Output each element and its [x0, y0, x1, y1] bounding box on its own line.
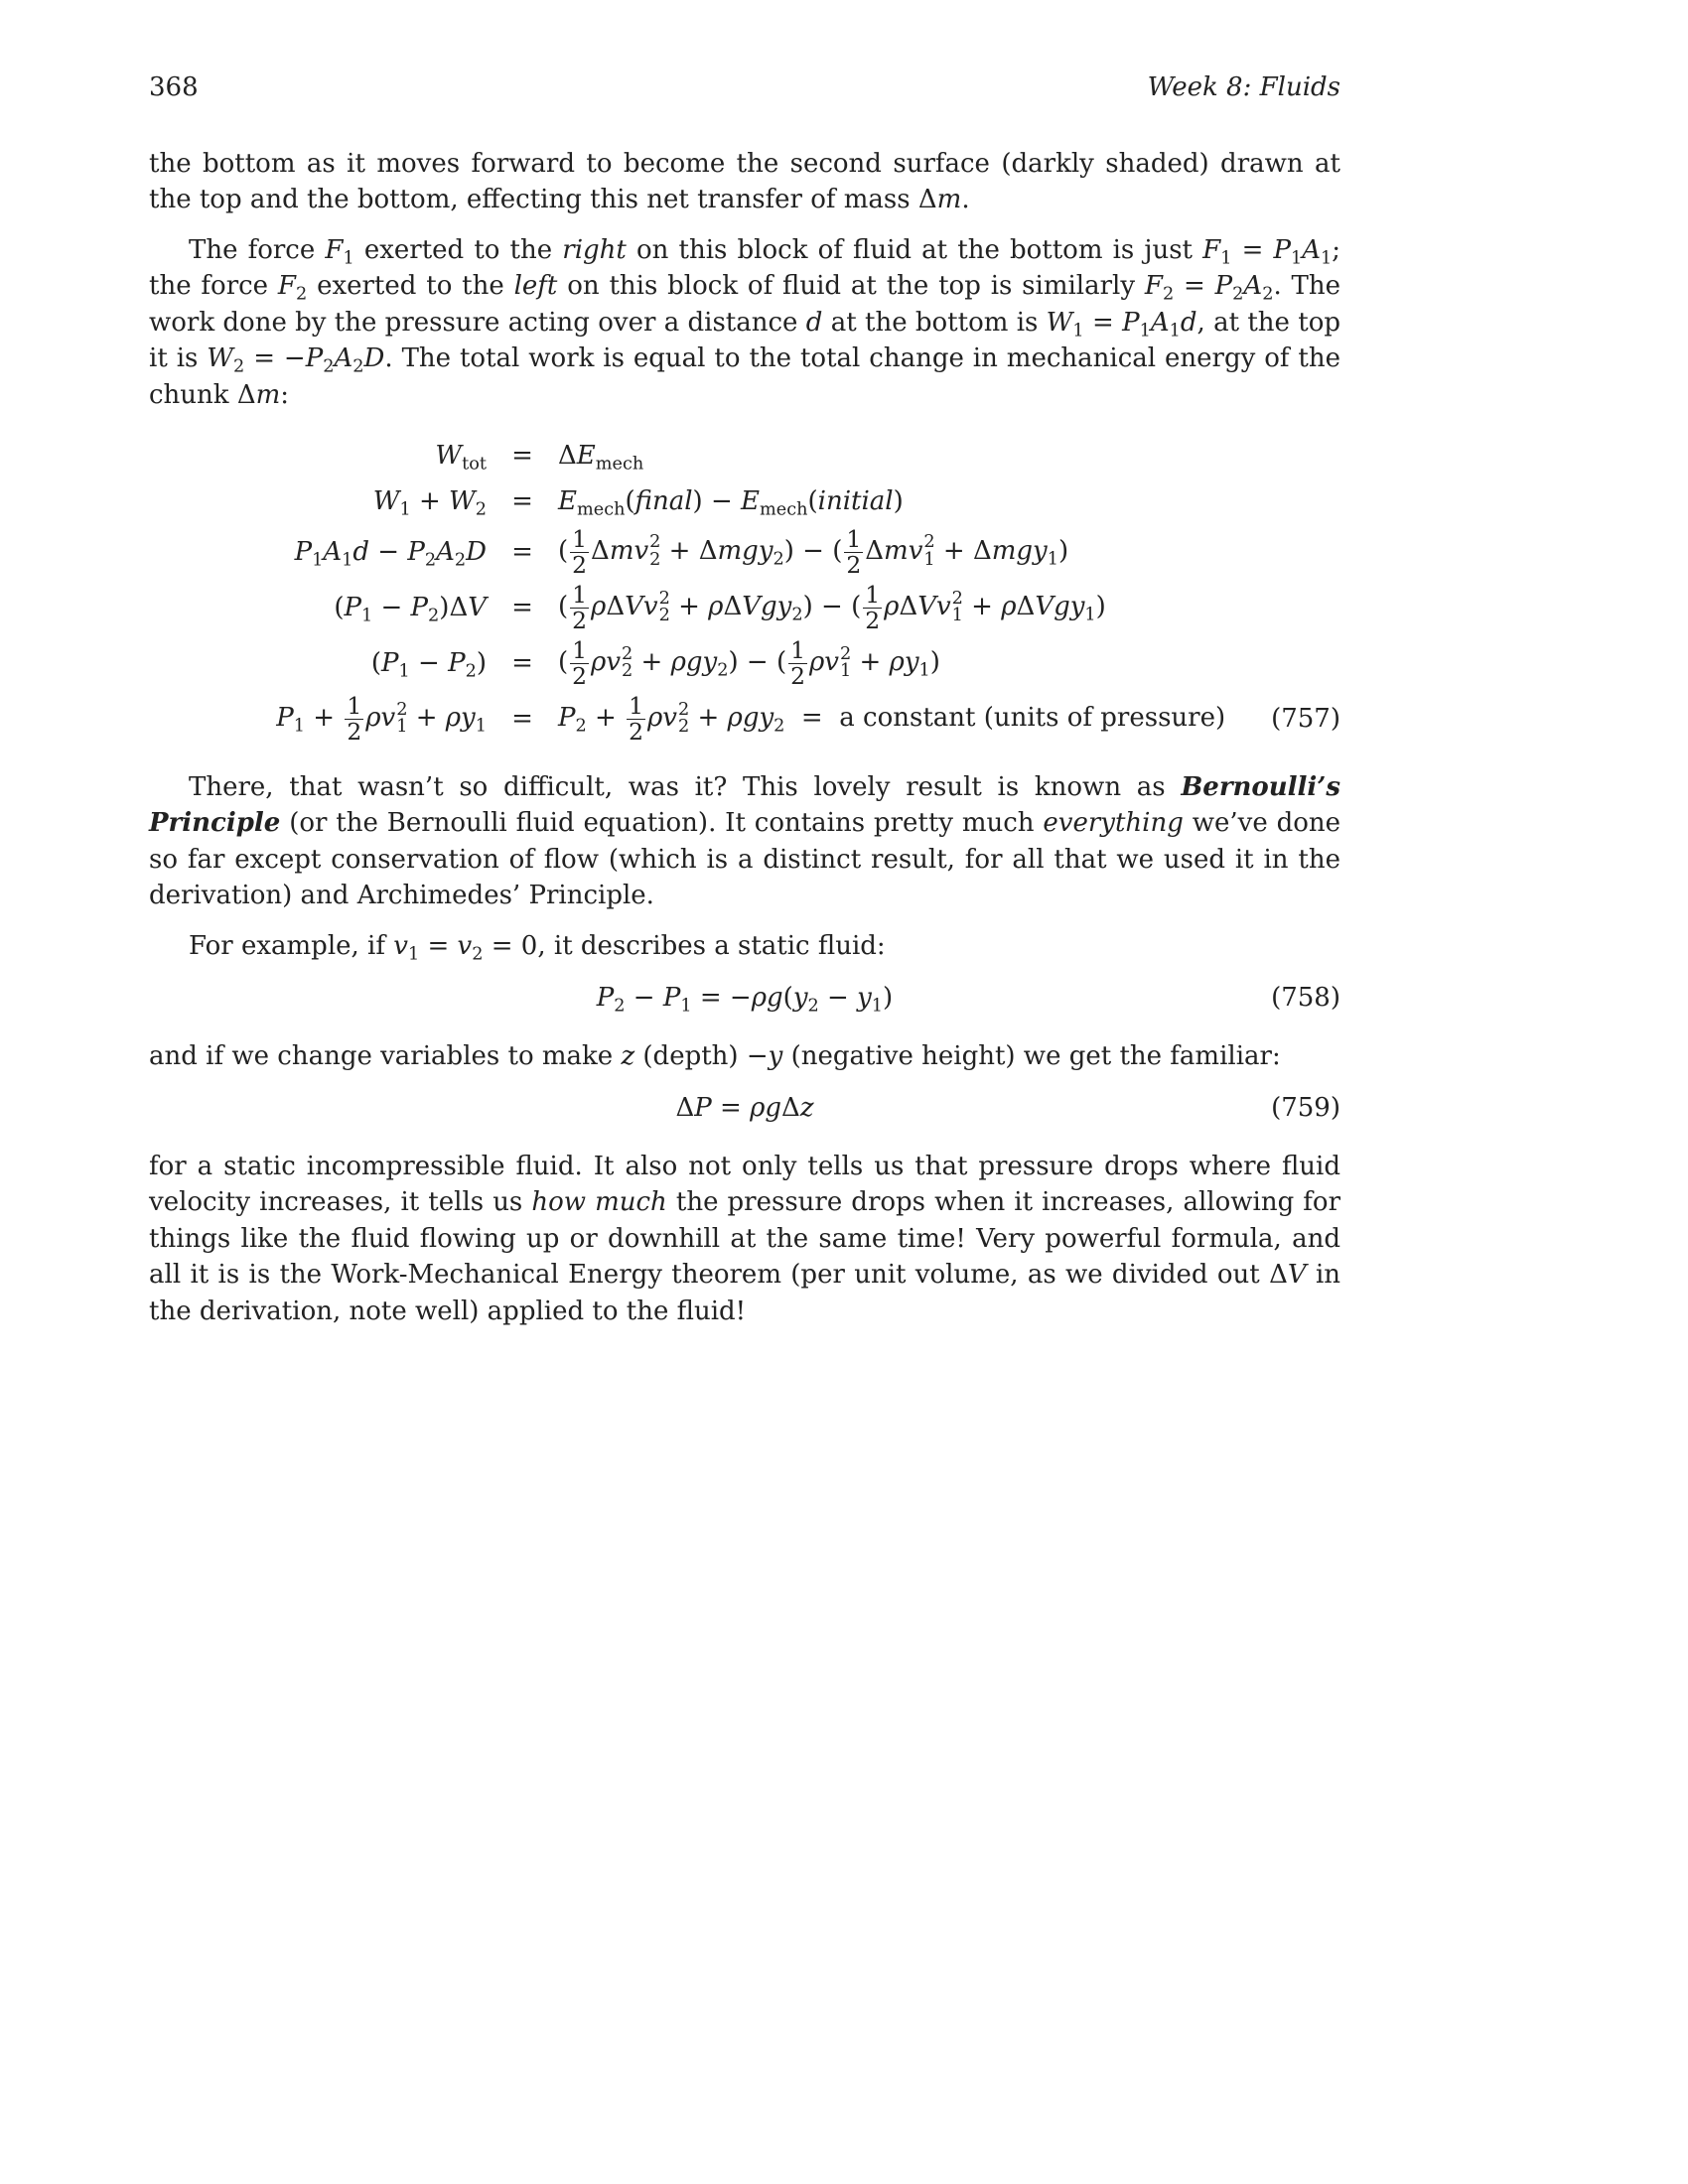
paragraph-3: There, that wasn’t so difficult, was it? This lovely result is known as Bernoulli’s Principle (or the Bernoulli fluid equation). It contains pretty much everything we’ve done so far except conservation of flow (which is a distinct result, for all that we used it in the derivation) and Archimedes’ Principle.: [149, 771, 1340, 910]
page-header: [149, 69, 1340, 106]
eq-row-1: $W_{tot}$ = $\Delta E_{mech}$: [435, 440, 644, 475]
equation-number-759: (759): [1271, 1093, 1340, 1123]
eq-row-5: $(P_1 - P_2)$ = ( $\frac{1}{2}$ ρv 2 2 + ρgy$_2$) − ( $\frac{1}{2}$ ρv 2 1 + $\rho y_1$): [370, 636, 940, 690]
eq-row-6: $P_1$ + $\frac{1}{2}$ ρv 2 1 + $\rho y_1$ = $P_2$ + $\frac{1}{2}$ ρv 2 2 + ρgy$_2$ = a constant (units of pressure) (757): [276, 692, 1340, 746]
equation-758: $P_2 - P_1 = -\rho g(y_2 - y_1)$ (758): [149, 980, 1340, 1017]
page-number: 368: [149, 72, 199, 102]
paragraph-2: The force $F_1$ exerted to the right on this block of fluid at the bottom is just $F_1 = P_1A_1$; the force $F_2$ exerted to the left on this block of fluid at the top is similarly $F_2 = P_2A_2$. The work done by the pressure acting over a distance d at the bottom is $W_1 = P_1A_1d$, at the top it is $W_2 = -P_2A_2D$. The total work is equal to the total change in mechanical energy of the chunk Δm:: [149, 234, 1341, 410]
eq757-constant-text: a constant (units of pressure): [839, 703, 1226, 734]
eq-row-2: $W_1 + W_2$ = $E_{mech}(final)$ − $E_{mech}(initial)$: [372, 485, 904, 520]
equation-number-758: (758): [1271, 983, 1340, 1013]
equation-number-757: (757): [1271, 704, 1340, 735]
equation-759: ΔP = ρgΔz (759): [149, 1090, 1340, 1127]
paragraph-1: the bottom as it moves forward to become the second surface (darkly shaded) drawn at the top and the bottom, effecting this net transfer of mass Δm.: [149, 148, 1340, 214]
section-title: Week 8: Fluids: [1147, 72, 1340, 102]
paragraph-4: For example, if $v_1 = v_2 = 0$, it describes a static fluid:: [189, 930, 886, 964]
paragraph-5: and if we change variables to make z (depth) −y (negative height) we get the familiar:: [149, 1040, 1281, 1071]
equation-array-757: [149, 433, 1340, 748]
eq-row-3: $P_1A_1d - P_2A_2D$ = ( $\frac{1}{2}$ Δmv 2 2 + Δmgy$_2$) − ( $\frac{1}{2}$ Δmv 2 1 + Δmgy$_1$): [294, 525, 1069, 579]
paragraph-6: for a static incompressible fluid. It also not only tells us that pressure drops where fluid velocity increases, it tells us how much the pressure drops when it increases, allowing for things like the fluid flowing up or downhill at the same time! Very powerful formula, and all it is is the Work-Mechanical Energy theorem (per unit volume, as we divided out ΔV in the derivation, note well) applied to the fluid!: [149, 1151, 1341, 1326]
eq-row-4: $(P_1 - P_2)\Delta V$ = ( $\frac{1}{2}$ ρΔVv 2 2 + ρΔVgy$_2$) − ( $\frac{1}{2}$ ρΔVv 2 1 + ρΔVgy$_1$): [334, 581, 1106, 634]
page: [149, 69, 1340, 1343]
bernoulli-principle-emphasis: Bernoulli’s Principle: [149, 771, 1340, 838]
